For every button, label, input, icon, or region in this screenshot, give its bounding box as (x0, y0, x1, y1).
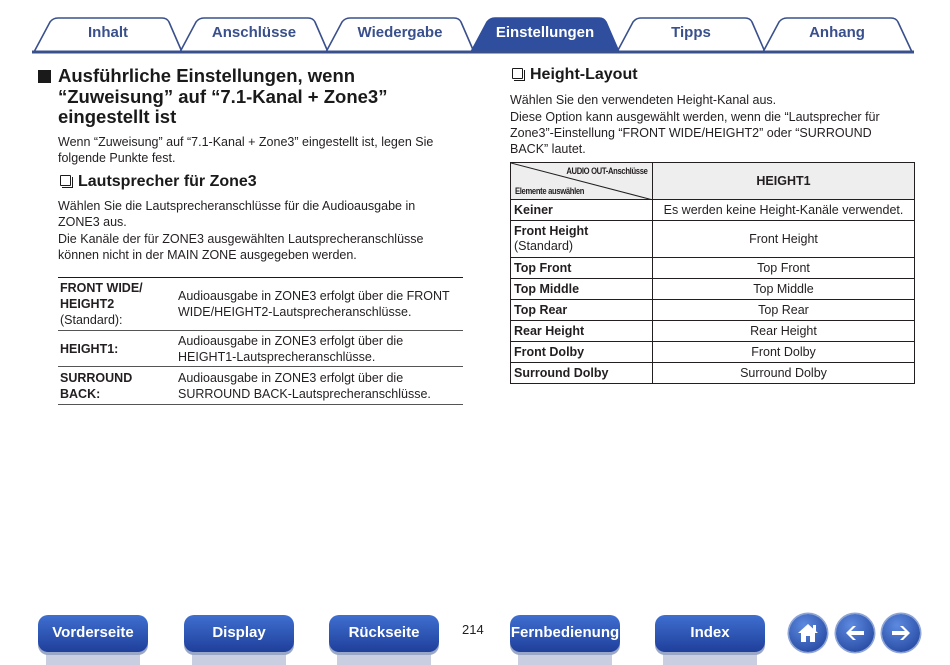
option-desc-line-1: Audioausgabe in ZONE3 erfolgt über die (178, 370, 404, 385)
nav-shadow (192, 650, 286, 665)
forward-button[interactable] (882, 614, 920, 652)
page-title-line-1: Ausführliche Einstellungen, wenn (58, 65, 356, 86)
section-title-zone3-text: Lautsprecher für Zone3 (78, 173, 257, 190)
row-value: Top Front (653, 258, 915, 279)
zone3-desc-2-line-1: Die Kanäle der für ZONE3 ausgewählten Lautsprecheranschlüsse (58, 232, 424, 246)
nav-shadow (663, 650, 757, 665)
nav-shadow (337, 650, 431, 665)
display-button[interactable]: Display (184, 615, 294, 652)
row-key: Keiner (511, 200, 653, 221)
index-button[interactable]: Index (655, 615, 765, 652)
table-row (58, 367, 463, 405)
zone3-description-2 (58, 231, 478, 263)
height-desc-2-line-1: Diese Option kann ausgewählt werden, wenn die “Lautsprecher für (510, 110, 880, 124)
row-key (511, 221, 653, 258)
forward-arrow-icon (882, 614, 920, 652)
height-desc-2-line-2: Zone3”-Einstellung “FRONT WIDE/HEIGHT2” oder “SURROUND (510, 126, 872, 140)
table-row (511, 321, 915, 342)
option-key-line-1: SURROUND (60, 370, 133, 385)
vorderseite-button[interactable]: Vorderseite (38, 615, 148, 652)
nav-shadow (46, 650, 140, 665)
option-key-line-1: HEIGHT1: (60, 341, 119, 356)
section-title-zone3 (60, 173, 257, 191)
intro-line-2: folgende Punkte fest. (58, 151, 176, 165)
tab-bar (0, 0, 950, 60)
row-value: Rear Height (653, 321, 915, 342)
page-number: 214 (462, 622, 484, 637)
page-title (38, 66, 468, 128)
row-value: Front Dolby (653, 342, 915, 363)
height-layout-table (510, 162, 915, 384)
row-value: Front Height (653, 221, 915, 258)
tab-einstellungen[interactable]: Einstellungen (495, 24, 595, 41)
zone3-description-1 (58, 198, 478, 230)
back-arrow-icon (836, 614, 874, 652)
option-desc (176, 331, 463, 367)
home-button[interactable] (789, 614, 827, 652)
fernbedienung-button[interactable]: Fernbedienung (510, 615, 620, 652)
zone3-desc-1-line-1: Wählen Sie die Lautsprecheranschlüsse für die Audioausgabe in (58, 199, 416, 213)
table-row (511, 363, 915, 384)
table-header-row (511, 163, 915, 200)
option-desc-line-1: Audioausgabe in ZONE3 erfolgt über die FRONT (178, 289, 450, 303)
option-desc-line-2: WIDE/HEIGHT2-Lautsprecheranschlüsse. (178, 305, 412, 319)
checkbox-heading-icon (512, 68, 523, 79)
height-layout-description-2 (510, 109, 920, 157)
rueckseite-button[interactable]: Rückseite (329, 615, 439, 652)
option-key (58, 367, 176, 405)
table-row (511, 279, 915, 300)
zone3-options-table (58, 277, 463, 405)
option-key-line-2: BACK: (60, 386, 101, 401)
diagonal-header-cell (511, 163, 653, 200)
option-desc (176, 278, 463, 331)
table-row (511, 258, 915, 279)
row-key: Top Rear (511, 300, 653, 321)
row-key: Rear Height (511, 321, 653, 342)
row-key: Front Dolby (511, 342, 653, 363)
tab-wiedergabe[interactable]: Wiedergabe (357, 24, 443, 41)
home-icon (789, 614, 827, 652)
row-key: Top Middle (511, 279, 653, 300)
table-row (58, 331, 463, 367)
row-key: Top Front (511, 258, 653, 279)
section-title-height-layout (512, 66, 638, 84)
tab-inhalt[interactable]: Inhalt (88, 24, 128, 41)
option-desc-line-2: SURROUND BACK-Lautsprecheranschlüsse. (178, 386, 431, 401)
page-title-line-3: eingestellt ist (58, 106, 177, 127)
checkbox-heading-icon (60, 175, 71, 186)
column-header-height1: HEIGHT1 (653, 163, 915, 200)
row-key: Surround Dolby (511, 363, 653, 384)
intro-text (58, 134, 478, 166)
diag-header-bottom: Elemente auswählen (515, 186, 585, 196)
back-button[interactable] (836, 614, 874, 652)
row-value: Top Middle (653, 279, 915, 300)
row-value: Es werden keine Height-Kanäle verwendet. (653, 200, 915, 221)
option-key-line-1: FRONT WIDE/ (60, 281, 143, 295)
height-desc-2-line-3: BACK” lautet. (510, 142, 586, 156)
diag-header-top: AUDIO OUT-Anschlüsse (566, 166, 648, 176)
tab-anschluesse[interactable]: Anschlüsse (211, 24, 297, 41)
option-desc-line-1: Audioausgabe in ZONE3 erfolgt über die (178, 333, 404, 348)
height-layout-description-1: Wählen Sie den verwendeten Height-Kanal aus. (510, 93, 777, 107)
option-key-note: (Standard): (60, 313, 123, 327)
heading-square-icon (38, 70, 51, 83)
intro-line-1: Wenn “Zuweisung” auf “7.1-Kanal + Zone3” eingestellt ist, legen Sie (58, 135, 434, 149)
option-desc-line-2: HEIGHT1-Lautsprecheranschlüsse. (178, 349, 376, 364)
table-row (58, 278, 463, 331)
tab-tipps[interactable]: Tipps (671, 24, 711, 41)
table-row (511, 342, 915, 363)
table-row (511, 221, 915, 258)
table-row (511, 200, 915, 221)
tab-anhang[interactable]: Anhang (809, 24, 865, 41)
row-key-text: Front Height (514, 224, 589, 238)
zone3-desc-1-line-2: ZONE3 aus. (58, 215, 127, 229)
page-title-line-2: “Zuweisung” auf “7.1-Kanal + Zone3” (58, 85, 388, 107)
row-value: Top Rear (653, 300, 915, 321)
table-row (511, 300, 915, 321)
option-desc (176, 367, 463, 405)
nav-shadow (518, 650, 612, 665)
option-key (58, 278, 176, 331)
row-value: Surround Dolby (653, 363, 915, 384)
option-key (58, 331, 176, 367)
section-title-height-layout-text: Height-Layout (530, 66, 638, 83)
row-key-note: (Standard) (514, 239, 574, 253)
zone3-desc-2-line-2: können nicht in der MAIN ZONE ausgegeben werden. (58, 248, 357, 262)
option-key-line-2: HEIGHT2 (60, 297, 115, 311)
